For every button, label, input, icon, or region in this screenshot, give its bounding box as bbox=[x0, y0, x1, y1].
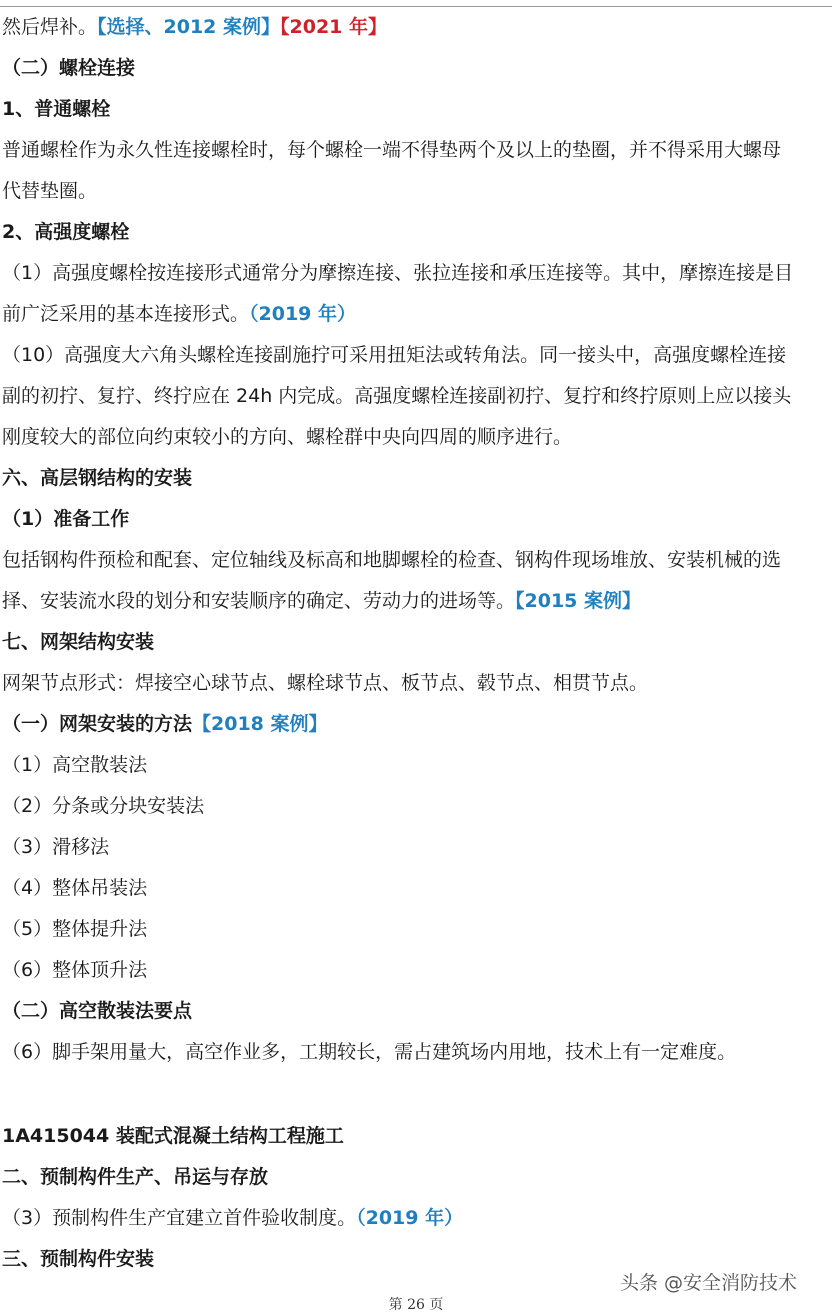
top-rule bbox=[0, 6, 832, 7]
section-heading: （二）高空散装法要点 bbox=[2, 1000, 193, 1022]
section-heading: 1、普通螺栓 bbox=[2, 98, 111, 120]
paragraph-line: 副的初拧、复拧、终拧应在 24h 内完成。高强度螺栓连接副初拧、复拧和终拧原则上应以接头 bbox=[2, 385, 792, 407]
section-heading: （1）准备工作 bbox=[2, 508, 130, 530]
section-heading: 1A415044 装配式混凝土结构工程施工 bbox=[2, 1125, 344, 1147]
page-number: 第 26 页 bbox=[388, 1297, 444, 1313]
paragraph-line: 普通螺栓作为永久性连接螺栓时，每个螺栓一端不得垫两个及以上的垫圈，并不得采用大螺母 bbox=[2, 139, 782, 161]
text-line bbox=[2, 12, 387, 42]
text-line bbox=[2, 709, 328, 739]
list-item: （1）高空散装法 bbox=[2, 754, 148, 776]
line-text: 然后焊补。 bbox=[2, 16, 98, 38]
year-tag: （2019 年） bbox=[356, 1207, 464, 1229]
paragraph-line: 刚度较大的部位向约束较小的方向、螺栓群中央向四周的顺序进行。 bbox=[2, 426, 573, 448]
exam-tag: 【选择、2012 案例】 bbox=[97, 16, 281, 38]
paragraph-line: （1）高强度螺栓按连接形式通常分为摩擦连接、张拉连接和承压连接等。其中，摩擦连接是目 bbox=[2, 262, 794, 284]
text-line bbox=[2, 299, 356, 329]
line-text: （3）预制构件生产宜建立首件验收制度。 bbox=[2, 1207, 357, 1229]
section-heading: 2、高强度螺栓 bbox=[2, 221, 130, 243]
section-heading: 六、高层钢结构的安装 bbox=[2, 467, 193, 489]
text-line bbox=[2, 1203, 463, 1233]
list-item: （3）滑移法 bbox=[2, 836, 110, 858]
paragraph-line: 代替垫圈。 bbox=[2, 180, 98, 202]
heading-text: （一）网架安装的方法 bbox=[2, 713, 193, 735]
section-heading: 三、预制构件安装 bbox=[2, 1248, 155, 1270]
section-heading: 二、预制构件生产、吊运与存放 bbox=[2, 1166, 269, 1188]
watermark: 头条 @安全消防技术 bbox=[620, 1272, 798, 1294]
list-item: （5）整体提升法 bbox=[2, 918, 148, 940]
year-tag: （2019 年） bbox=[249, 303, 357, 325]
section-heading: 七、网架结构安装 bbox=[2, 631, 155, 653]
list-item: （6）整体顶升法 bbox=[2, 959, 148, 981]
text-line bbox=[2, 586, 641, 616]
paragraph-line: 包括钢构件预检和配套、定位轴线及标高和地脚螺栓的检查、钢构件现场堆放、安装机械的选 bbox=[2, 549, 782, 571]
paragraph-line: （10）高强度大六角头螺栓连接副施拧可采用扭矩法或转角法。同一接头中，高强度螺栓连接 bbox=[2, 344, 787, 366]
paragraph-line: （6）脚手架用量大，高空作业多，工期较长，需占建筑场内用地，技术上有一定难度。 bbox=[2, 1041, 737, 1063]
paragraph-line: 网架节点形式：焊接空心球节点、螺栓球节点、板节点、毂节点、相贯节点。 bbox=[2, 672, 649, 694]
list-item: （2）分条或分块安装法 bbox=[2, 795, 205, 817]
line-text: 择、安装流水段的划分和安装顺序的确定、劳动力的进场等。 bbox=[2, 590, 516, 612]
section-heading: （二）螺栓连接 bbox=[2, 57, 136, 79]
exam-tag: 【2015 案例】 bbox=[515, 590, 642, 612]
list-item: （4）整体吊装法 bbox=[2, 877, 148, 899]
exam-tag: 【2018 案例】 bbox=[192, 713, 328, 735]
line-text: 前广泛采用的基本连接形式。 bbox=[2, 303, 250, 325]
year-tag: 【2021 年】 bbox=[280, 16, 388, 38]
